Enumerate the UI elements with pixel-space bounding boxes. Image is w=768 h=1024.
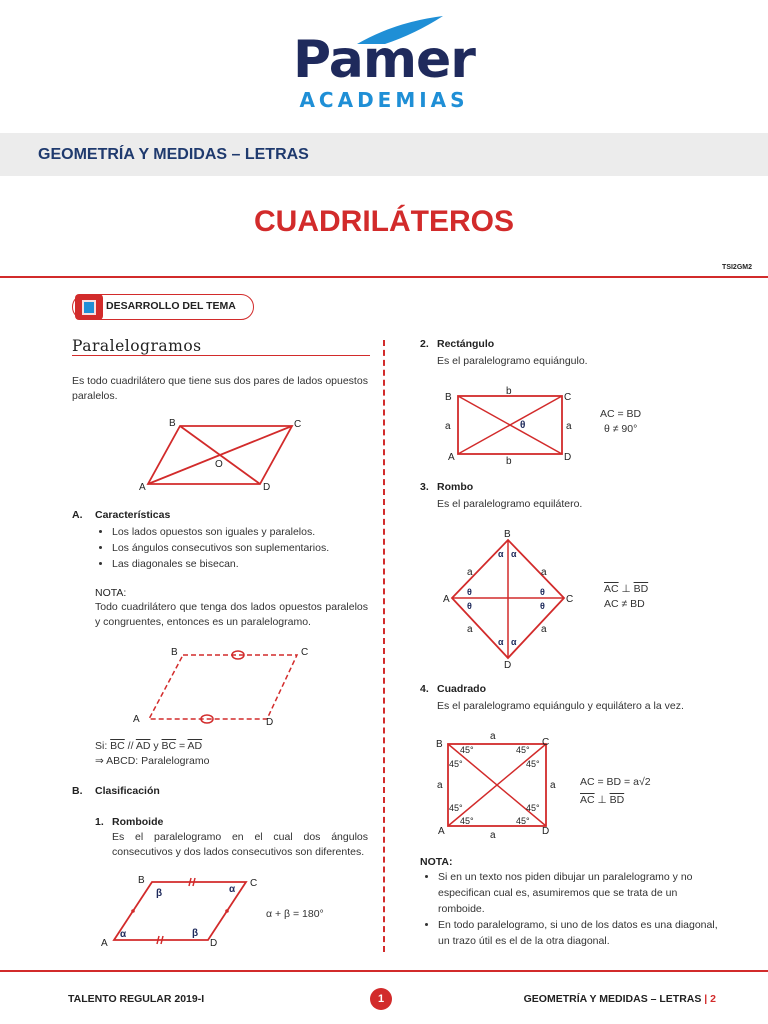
- list-item: • Las diagonales se bisecan.: [112, 556, 392, 572]
- angle-45-label: 45°: [526, 803, 540, 813]
- class-title: Clasificación: [95, 785, 160, 797]
- label-b: b: [506, 456, 512, 467]
- label-a: a: [437, 780, 443, 791]
- footer-right: GEOMETRÍA Y MEDIDAS – LETRAS | 2: [523, 993, 716, 1005]
- list-item: • Si en un texto nos piden dibujar un paralelogramo y no especifican cual es, asumiremos que se trata de un romboide.: [438, 869, 720, 917]
- label-a: a: [467, 567, 473, 578]
- intro-text: Es todo cuadrilátero que tiene sus dos pares de lados opuestos paralelos.: [72, 375, 368, 402]
- label-B: B: [445, 392, 452, 403]
- alpha-label: α: [120, 929, 127, 940]
- dashed-parallelogram-figure: [125, 643, 325, 729]
- rect-title: Rectángulo: [437, 338, 495, 350]
- list-item: • En todo paralelogramo, si uno de los datos es una diagonal, un trazo útil es el de la otra diagonal.: [438, 917, 720, 949]
- logo-sub: ACADEMIAS: [299, 88, 469, 112]
- title-rule: [0, 276, 768, 278]
- romboide-figure: [96, 870, 256, 950]
- angle-45-label: 45°: [526, 759, 540, 769]
- angle-45-label: 45°: [460, 816, 474, 826]
- class-letter: B.: [72, 785, 83, 797]
- section-heading: Paralelogramos: [72, 337, 202, 355]
- column-divider: [383, 340, 385, 952]
- theta-label: θ: [520, 420, 526, 431]
- alpha-label: α: [229, 884, 236, 895]
- cuadrado-rel2: $\overline{AC}$ ⊥ $\overline{BD}$: [580, 794, 625, 806]
- romboide-num: 1.: [95, 816, 104, 828]
- theta-label: θ: [540, 587, 545, 597]
- rect-text: Es el paralelogramo equiángulo.: [437, 355, 588, 367]
- cuadrado-rel1: AC = BD = a√2: [580, 776, 651, 788]
- label-A: A: [443, 594, 450, 605]
- label-a: a: [541, 567, 547, 578]
- footer-left: TALENTO REGULAR 2019-I: [68, 993, 205, 1005]
- logo-main: Pamer: [293, 30, 475, 90]
- si-condition: Si: $\overline{BC} // \overline{AD}$ y $\overline{BC} = \overline{AD}$: [95, 740, 203, 752]
- label-D: D: [210, 938, 218, 949]
- label-D: D: [542, 826, 550, 837]
- label-B: B: [169, 418, 176, 429]
- label-D: D: [564, 452, 572, 463]
- label-C: C: [250, 878, 258, 889]
- list-item: • Los ángulos consecutivos son suplementarios.: [112, 540, 392, 556]
- rhombus-figure: [440, 524, 590, 672]
- implies-text: ⇒ ABCD: Paralelogramo: [95, 755, 210, 767]
- alpha-label: α: [511, 637, 517, 647]
- rect-rel2: θ ≠ 90°: [604, 423, 638, 435]
- label-A: A: [448, 452, 455, 463]
- angle-45-label: 45°: [460, 745, 474, 755]
- beta-label: β: [192, 928, 199, 939]
- label-b: b: [506, 386, 512, 397]
- label-a: a: [490, 731, 496, 742]
- label-A: A: [139, 482, 146, 493]
- label-B: B: [171, 647, 178, 658]
- rombo-title: Rombo: [437, 481, 474, 493]
- romboide-title: Romboide: [112, 816, 164, 828]
- alpha-label: α: [511, 549, 517, 559]
- label-a: a: [467, 624, 473, 635]
- label-C: C: [301, 647, 309, 658]
- alpha-label: α: [498, 637, 504, 647]
- label-A: A: [133, 714, 140, 725]
- label-A: A: [101, 938, 108, 949]
- cuadrado-num: 4.: [420, 683, 429, 695]
- alpha-label: α: [498, 549, 504, 559]
- nota2-list: [418, 869, 720, 949]
- label-B: B: [138, 875, 145, 886]
- label-a: a: [541, 624, 547, 635]
- cuadrado-title: Cuadrado: [437, 683, 487, 695]
- nota-title: NOTA:: [95, 587, 127, 599]
- section-badge-label: DESARROLLO DEL TEMA: [106, 300, 236, 312]
- footer-rule: [0, 970, 768, 972]
- label-C: C: [564, 392, 572, 403]
- label-D: D: [504, 660, 512, 671]
- rectangle-figure: [438, 382, 588, 468]
- rombo-rel2: AC ≠ BD: [604, 598, 645, 610]
- rect-num: 2.: [420, 338, 429, 350]
- angle-45-label: 45°: [516, 745, 530, 755]
- document-code: TSI2GM2: [722, 264, 752, 271]
- label-a: a: [490, 830, 496, 841]
- book-icon: [75, 294, 103, 320]
- course-title: GEOMETRÍA Y MEDIDAS – LETRAS: [38, 146, 309, 163]
- characteristics-list: [92, 524, 392, 572]
- char-letter: A.: [72, 509, 83, 521]
- label-C: C: [294, 419, 302, 430]
- label-B: B: [436, 739, 443, 750]
- label-B: B: [504, 529, 511, 540]
- cuadrado-text: Es el paralelogramo equiángulo y equilátero a la vez.: [437, 700, 684, 712]
- label-D: D: [263, 482, 271, 493]
- theta-label: θ: [467, 587, 472, 597]
- rombo-rel1: $\overline{AC}$ ⊥ $\overline{BD}$: [604, 583, 649, 595]
- char-title: Características: [95, 509, 171, 521]
- label-C: C: [542, 737, 550, 748]
- nota2-title: NOTA:: [420, 856, 453, 868]
- heading-rule: [72, 355, 370, 356]
- angle-45-label: 45°: [516, 816, 530, 826]
- romboide-text: Es el paralelogramo en el cual dos ángulos consecutivos y dos lados consecutivos son diferentes.: [112, 831, 368, 858]
- romboide-formula: α + β = 180°: [266, 908, 324, 920]
- beta-label: β: [156, 888, 163, 899]
- rombo-num: 3.: [420, 481, 429, 493]
- rect-rel1: AC = BD: [600, 408, 642, 420]
- theta-label: θ: [467, 601, 472, 611]
- angle-45-label: 45°: [449, 759, 463, 769]
- label-a: a: [550, 780, 556, 791]
- nota-text: Todo cuadrilátero que tenga dos lados opuestos paralelos y congruentes, entonces es un paralelogramo.: [95, 601, 368, 628]
- page-number: 1: [370, 988, 392, 1010]
- page-title: CUADRILÁTEROS: [254, 205, 514, 238]
- list-item: • Los lados opuestos son iguales y paralelos.: [112, 524, 392, 540]
- label-D: D: [266, 717, 274, 728]
- label-O: O: [215, 459, 223, 470]
- label-A: A: [438, 826, 445, 837]
- label-a: a: [445, 421, 451, 432]
- theta-label: θ: [540, 601, 545, 611]
- square-figure: [430, 726, 560, 841]
- label-a: a: [566, 421, 572, 432]
- rombo-text: Es el paralelogramo equilátero.: [437, 498, 583, 510]
- angle-45-label: 45°: [449, 803, 463, 813]
- parallelogram-figure: [130, 412, 310, 496]
- label-C: C: [566, 594, 574, 605]
